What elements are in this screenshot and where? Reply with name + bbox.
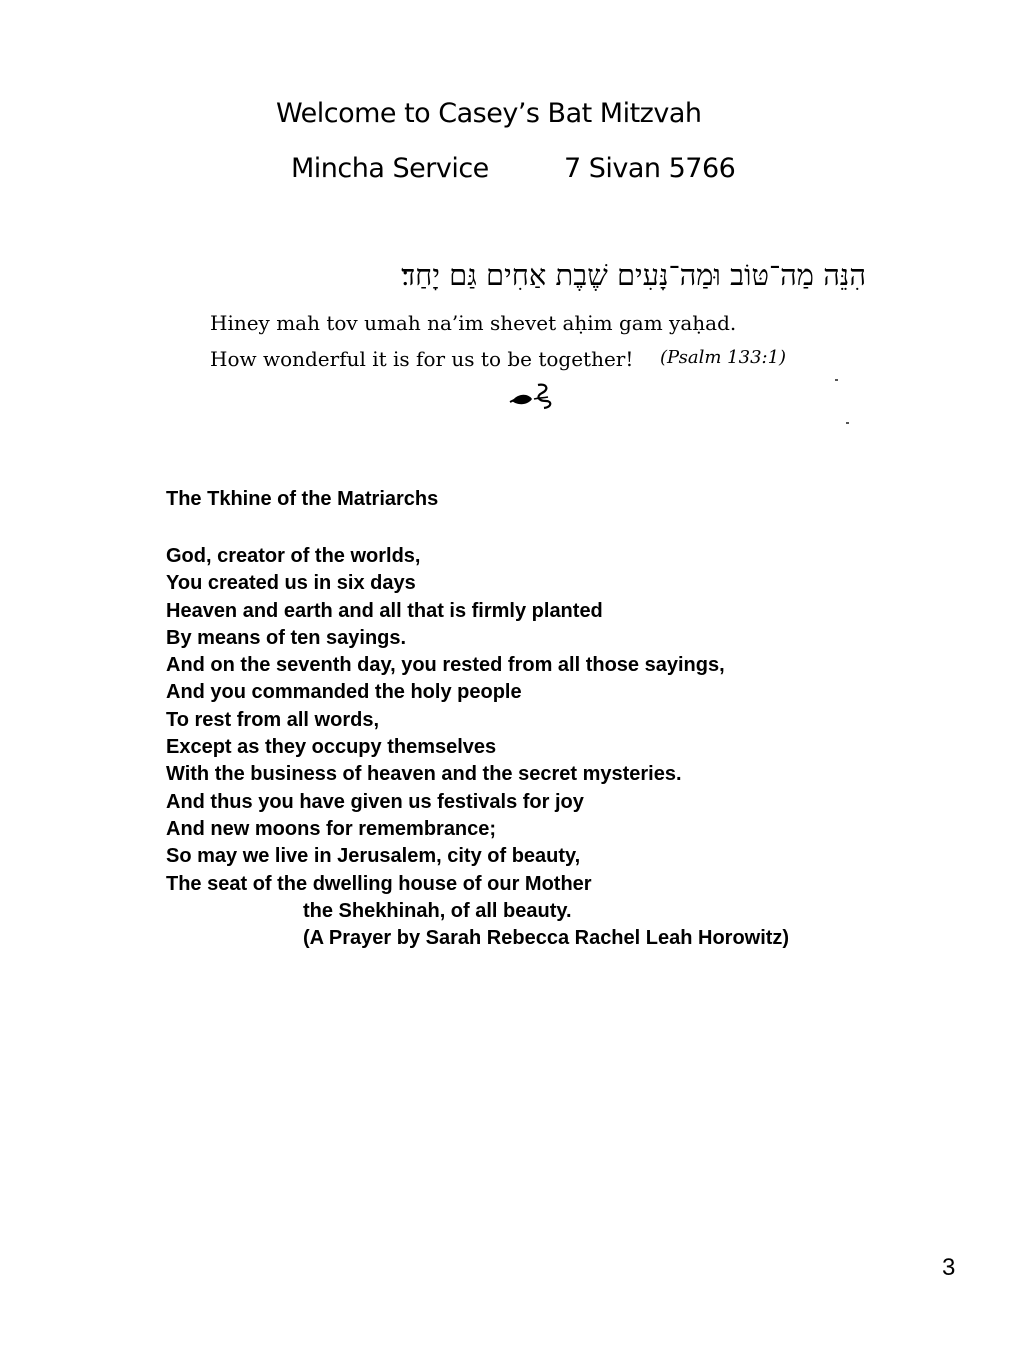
verse-citation: (Psalm 133:1) <box>660 347 787 368</box>
poem-line: And you commanded the holy people <box>166 681 522 704</box>
service-name: Mincha Service <box>291 153 489 184</box>
leaf-flourish-icon <box>508 381 558 416</box>
poem-line: You created us in six days <box>166 572 416 595</box>
poem-line: the Shekhinah, of all beauty. <box>303 899 572 922</box>
poem-line: And on the seventh day, you rested from all those sayings, <box>166 654 725 677</box>
poem-attribution: (A Prayer by Sarah Rebecca Rachel Leah Horowitz) <box>303 927 790 950</box>
poem-line: By means of ten sayings. <box>166 626 407 649</box>
poem-line: And thus you have given us festivals for joy <box>166 790 584 813</box>
scan-speck <box>846 422 849 424</box>
poem-line: The seat of the dwelling house of our Mother <box>166 872 592 895</box>
hebrew-date: 7 Sivan 5766 <box>564 153 736 184</box>
poem-line: Heaven and earth and all that is firmly planted <box>166 599 603 622</box>
poem-line: Except as they occupy themselves <box>166 736 497 759</box>
page-number: 3 <box>942 1254 956 1281</box>
verse-transliteration <box>210 311 736 335</box>
transliteration-text: Hiney mah tov umah na’im shevet aḥim gam yaḥad. <box>210 311 737 335</box>
verse-translation: How wonderful it is for us to be together! <box>210 347 634 371</box>
poem-lines <box>166 543 789 952</box>
verse-hebrew: הִנֵּה מַה־טּוֹב וּמַה־נָּעִים שֶׁבֶת אַחִים גַּם יָחַד׃ <box>401 258 866 292</box>
poem-line: God, creator of the worlds, <box>166 545 421 567</box>
page-title: Welcome to Casey’s Bat Mitzvah <box>276 98 702 129</box>
poem-line: To rest from all words, <box>166 708 379 731</box>
scan-speck <box>835 379 838 381</box>
poem-line: And new moons for remembrance; <box>166 817 497 840</box>
poem-title: The Tkhine of the Matriarchs <box>166 488 439 510</box>
poem-line: So may we live in Jerusalem, city of beauty, <box>166 845 581 868</box>
poem-line: With the business of heaven and the secret mysteries. <box>166 763 682 786</box>
